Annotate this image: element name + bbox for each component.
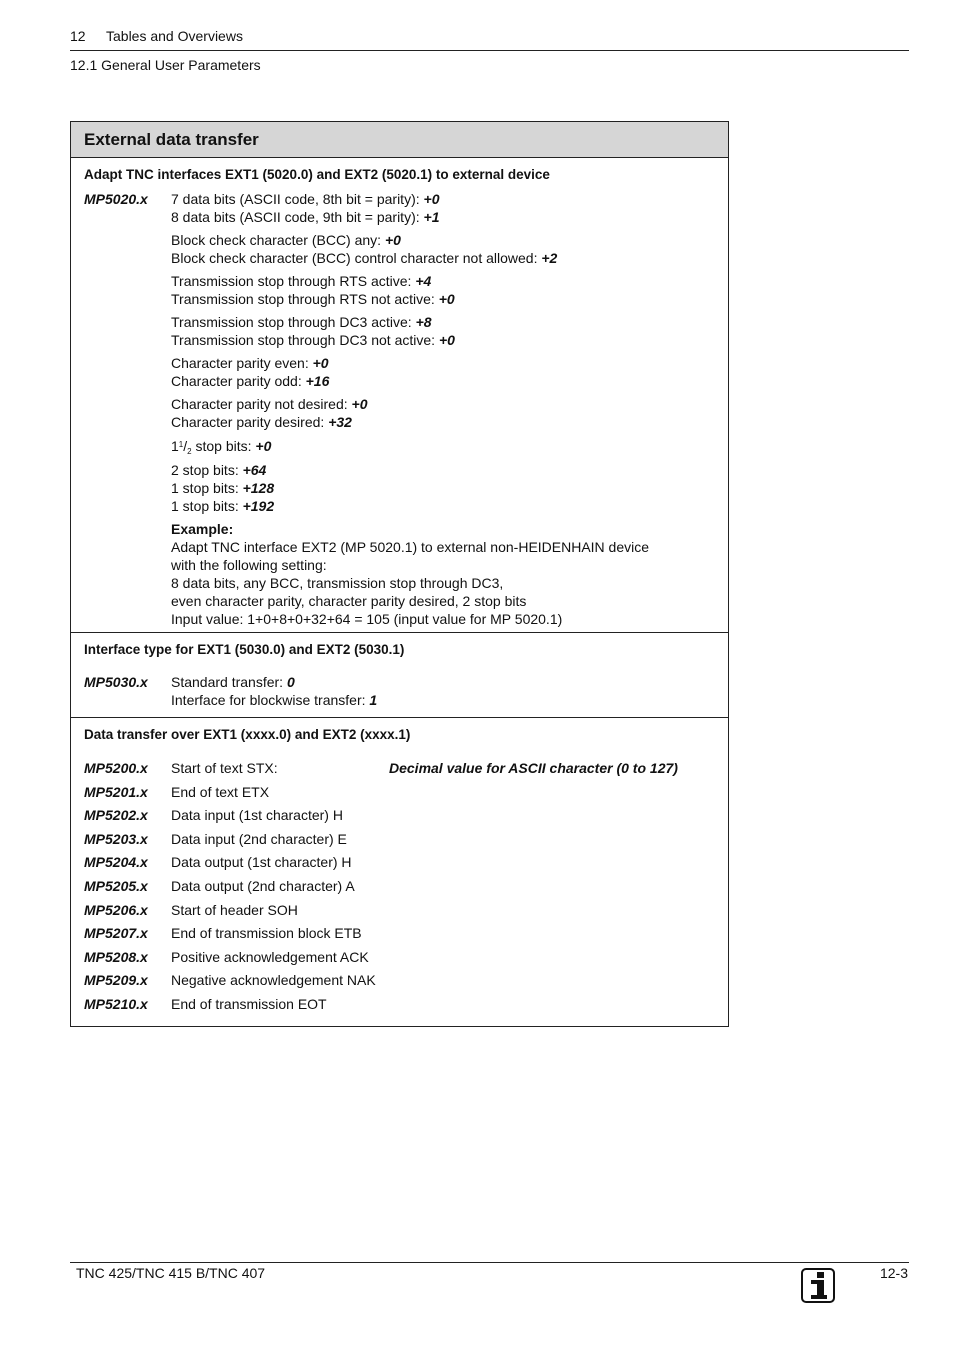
parameter-description: Data input (2nd character) E xyxy=(171,830,347,847)
option-line: Block check character (BCC) any: +0 xyxy=(171,232,401,248)
option-group xyxy=(171,395,649,431)
parameter-number: MP5210.x xyxy=(84,995,148,1012)
parameter-row xyxy=(84,830,716,854)
option-group xyxy=(171,313,649,349)
parameter-number: MP5206.x xyxy=(84,901,148,918)
option-line: 1 stop bits: +192 xyxy=(171,498,275,514)
option-line: Transmission stop through DC3 active: +8 xyxy=(171,314,432,330)
page-number: 12-3 xyxy=(879,1265,908,1281)
section-header: 12.1 General User Parameters xyxy=(70,57,261,73)
parameter-number: MP5200.x xyxy=(84,760,148,776)
option-line: $1^1/_2$ stop bits: +0 xyxy=(171,438,272,456)
parameter-row xyxy=(84,948,716,972)
parameter-row xyxy=(84,924,716,948)
parameter-number: MP5208.x xyxy=(84,948,148,965)
parameter-number: MP5207.x xyxy=(84,925,148,942)
parameter-description: Data output (2nd character) A xyxy=(171,877,355,894)
parameter-description: Negative acknowledgement NAK xyxy=(171,972,376,989)
option-line: Character parity desired: +32 xyxy=(171,414,352,430)
option-group xyxy=(171,272,649,308)
parameter-description xyxy=(171,190,649,628)
parameter-box xyxy=(70,121,729,1027)
option-group xyxy=(171,190,649,226)
header-divider xyxy=(70,50,909,51)
box-title: External data transfer xyxy=(71,122,728,158)
parameter-description xyxy=(171,673,377,709)
fraction: $1^1/_2$ xyxy=(171,438,192,456)
option-line: Transmission stop through RTS not active: +0 xyxy=(171,291,455,307)
parameter-description: End of text ETX xyxy=(171,783,270,800)
parameter-number: MP5205.x xyxy=(84,877,148,894)
parameter-number: MP5203.x xyxy=(84,830,148,847)
value-range-note: Decimal value for ASCII character (0 to 127) xyxy=(389,760,678,776)
info-icon xyxy=(801,1268,835,1303)
parameter-number: MP5020.x xyxy=(84,191,148,207)
option-line: 2 stop bits: +64 xyxy=(171,462,267,478)
chapter-number: 12 xyxy=(70,28,86,44)
option-line: Character parity not desired: +0 xyxy=(171,396,368,412)
parameter-row xyxy=(84,901,716,925)
example-line: with the following setting: xyxy=(171,557,327,573)
chapter-header xyxy=(70,28,243,44)
option-line: Standard transfer: 0 xyxy=(171,674,295,690)
option-line: Transmission stop through DC3 not active: +0 xyxy=(171,332,455,348)
option-line: Interface for blockwise transfer: 1 xyxy=(171,692,378,708)
parameter-number: MP5202.x xyxy=(84,807,148,824)
section-interface-type xyxy=(71,633,728,718)
parameter-description: Data input (1st character) H xyxy=(171,807,343,824)
example-block xyxy=(171,520,649,628)
example-line: even character parity, character parity desired, 2 stop bits xyxy=(171,593,527,609)
parameter-row xyxy=(84,971,716,995)
example-label: Example: xyxy=(171,521,234,537)
example-line: 8 data bits, any BCC, transmission stop through DC3, xyxy=(171,575,504,591)
parameter-row xyxy=(84,783,716,807)
parameter-number: MP5204.x xyxy=(84,854,148,871)
parameter-number: MP5030.x xyxy=(84,674,148,690)
option-line: Block check character (BCC) control character not allowed: +2 xyxy=(171,250,558,266)
option-line: Transmission stop through RTS active: +4 xyxy=(171,273,432,289)
example-line: Adapt TNC interface EXT2 (MP 5020.1) to external non-HEIDENHAIN device xyxy=(171,539,650,555)
option-line: 1 stop bits: +128 xyxy=(171,480,275,496)
parameter-description: Positive acknowledgement ACK xyxy=(171,948,369,965)
parameter-row xyxy=(84,853,716,877)
section-data-transfer xyxy=(71,718,728,1019)
footer-model: TNC 425/TNC 415 B/TNC 407 xyxy=(76,1265,266,1281)
chapter-title: Tables and Overviews xyxy=(106,28,243,44)
parameter-row xyxy=(84,190,716,628)
stop-bits-group xyxy=(171,436,649,515)
option-group xyxy=(171,354,649,390)
parameter-list xyxy=(84,759,716,1019)
parameter-description: Start of text STX: xyxy=(171,760,278,776)
parameter-row xyxy=(84,806,716,830)
parameter-row xyxy=(84,995,716,1019)
parameter-description: End of transmission EOT xyxy=(171,995,327,1012)
parameter-number: MP5209.x xyxy=(84,972,148,989)
info-icon-glyph xyxy=(803,1270,833,1301)
section-interface-adapt xyxy=(71,158,728,633)
option-line: 7 data bits (ASCII code, 8th bit = parity): +0 xyxy=(171,191,440,207)
footer-divider xyxy=(70,1262,909,1263)
parameter-description: Start of header SOH xyxy=(171,901,298,918)
example-line: Input value: 1+0+8+0+32+64 = 105 (input value for MP 5020.1) xyxy=(171,611,563,627)
parameter-row xyxy=(84,759,716,783)
option-line: Character parity odd: +16 xyxy=(171,373,330,389)
parameter-number: MP5201.x xyxy=(84,783,148,800)
section-title: Adapt TNC interfaces EXT1 (5020.0) and EXT2 (5020.1) to external device xyxy=(84,167,550,182)
parameter-row xyxy=(84,877,716,901)
option-line: 8 data bits (ASCII code, 9th bit = parity): +1 xyxy=(171,209,440,225)
parameter-row xyxy=(84,673,716,709)
section-title: Interface type for EXT1 (5030.0) and EXT2 (5030.1) xyxy=(84,642,405,657)
option-group xyxy=(171,231,649,267)
parameter-description: Data output (1st character) H xyxy=(171,854,352,871)
section-title: Data transfer over EXT1 (xxxx.0) and EXT2 (xxxx.1) xyxy=(84,727,411,742)
parameter-description: End of transmission block ETB xyxy=(171,925,362,942)
option-line: Character parity even: +0 xyxy=(171,355,329,371)
